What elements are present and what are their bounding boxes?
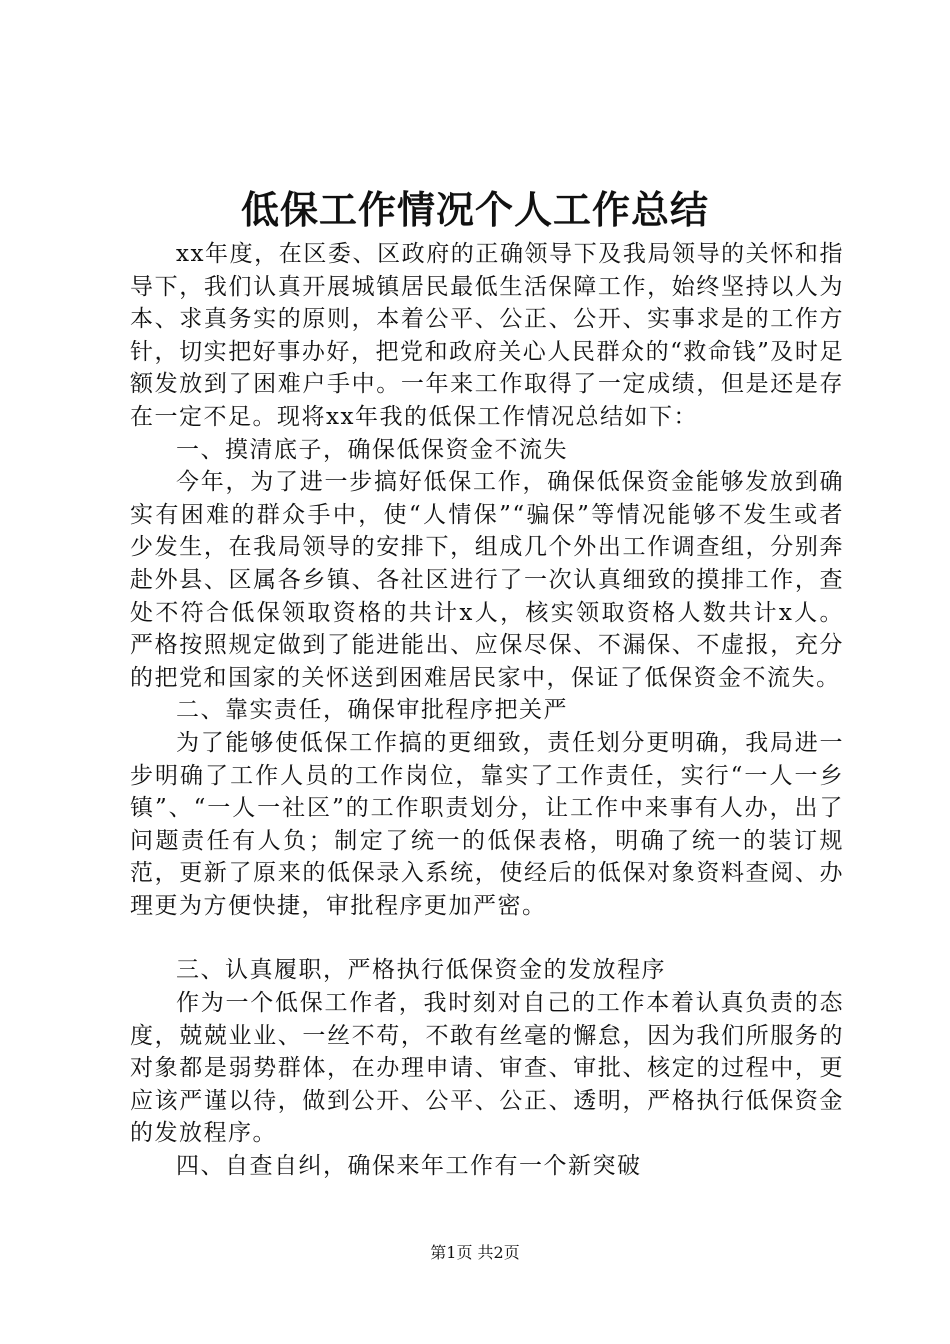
document-title: 低保工作情况个人工作总结 <box>240 187 709 232</box>
section-paragraph-3: 作为一个低保工作者，我时刻对自己的工作本着认真负责的态度，兢兢业业、一丝不苟，不敢有丝毫的懈怠，因为我们所服务的对象都是弱势群体，在办理申请、审查、审批、核定的过程中，更应该严谨以待，做到公开、公平、公正、透明，严格执行低保资金的发放程序。 <box>130 990 844 1147</box>
section-heading-2: 二、靠实责任，确保审批程序把关严 <box>176 697 568 724</box>
intro-paragraph: xx年度，在区委、区政府的正确领导下及我局领导的关怀和指导下，我们认真开展城镇居民最低生活保障工作，始终坚持以人为本、求真务实的原则，本着公平、公正、公开、实事求是的工作方针，切实把好事办好，把党和政府关心人民群众的“救命钱”及时足额发放到了困难户手中。一年来工作取得了一定成绩，但是还是存在一定不足。现将xx年我的低保工作情况总结如下： <box>130 241 844 430</box>
section-heading-4: 四、自查自纠，确保来年工作有一个新突破 <box>176 1153 642 1180</box>
section-heading-3: 三、认真履职，严格执行低保资金的发放程序 <box>176 957 666 984</box>
page-number-footer: 第1页 共2页 <box>430 1243 520 1262</box>
document-body <box>130 238 844 1183</box>
section-paragraph-1: 今年，为了进一步搞好低保工作，确保低保资金能够发放到确实有困难的群众手中，使“人情保”“骗保”等情况能够不发生或者少发生，在我局领导的安排下，组成几个外出工作调查组，分别奔赴外县、区属各乡镇、各社区进行了一次认真细致的摸排工作，查处不符合低保领取资格的共计x人，核实领取资格人数共计x人。严格按照规定做到了能进能出、应保尽保、不漏保、不虚报，充分的把党和国家的关怀送到困难居民家中，保证了低保资金不流失。 <box>130 469 844 691</box>
section-heading-1: 一、摸清底子，确保低保资金不流失 <box>176 436 568 463</box>
section-paragraph-2: 为了能够使低保工作搞的更细致，责任划分更明确，我局进一步明确了工作人员的工作岗位，靠实了工作责任，实行“一人一乡镇”、“一人一社区”的工作职责划分，让工作中来事有人办，出了问题责任有人负；制定了统一的低保表格，明确了统一的装订规范，更新了原来的低保录入系统，使经后的低保对象资料查阅、办理更为方便快捷，审批程序更加严密。 <box>130 729 844 919</box>
